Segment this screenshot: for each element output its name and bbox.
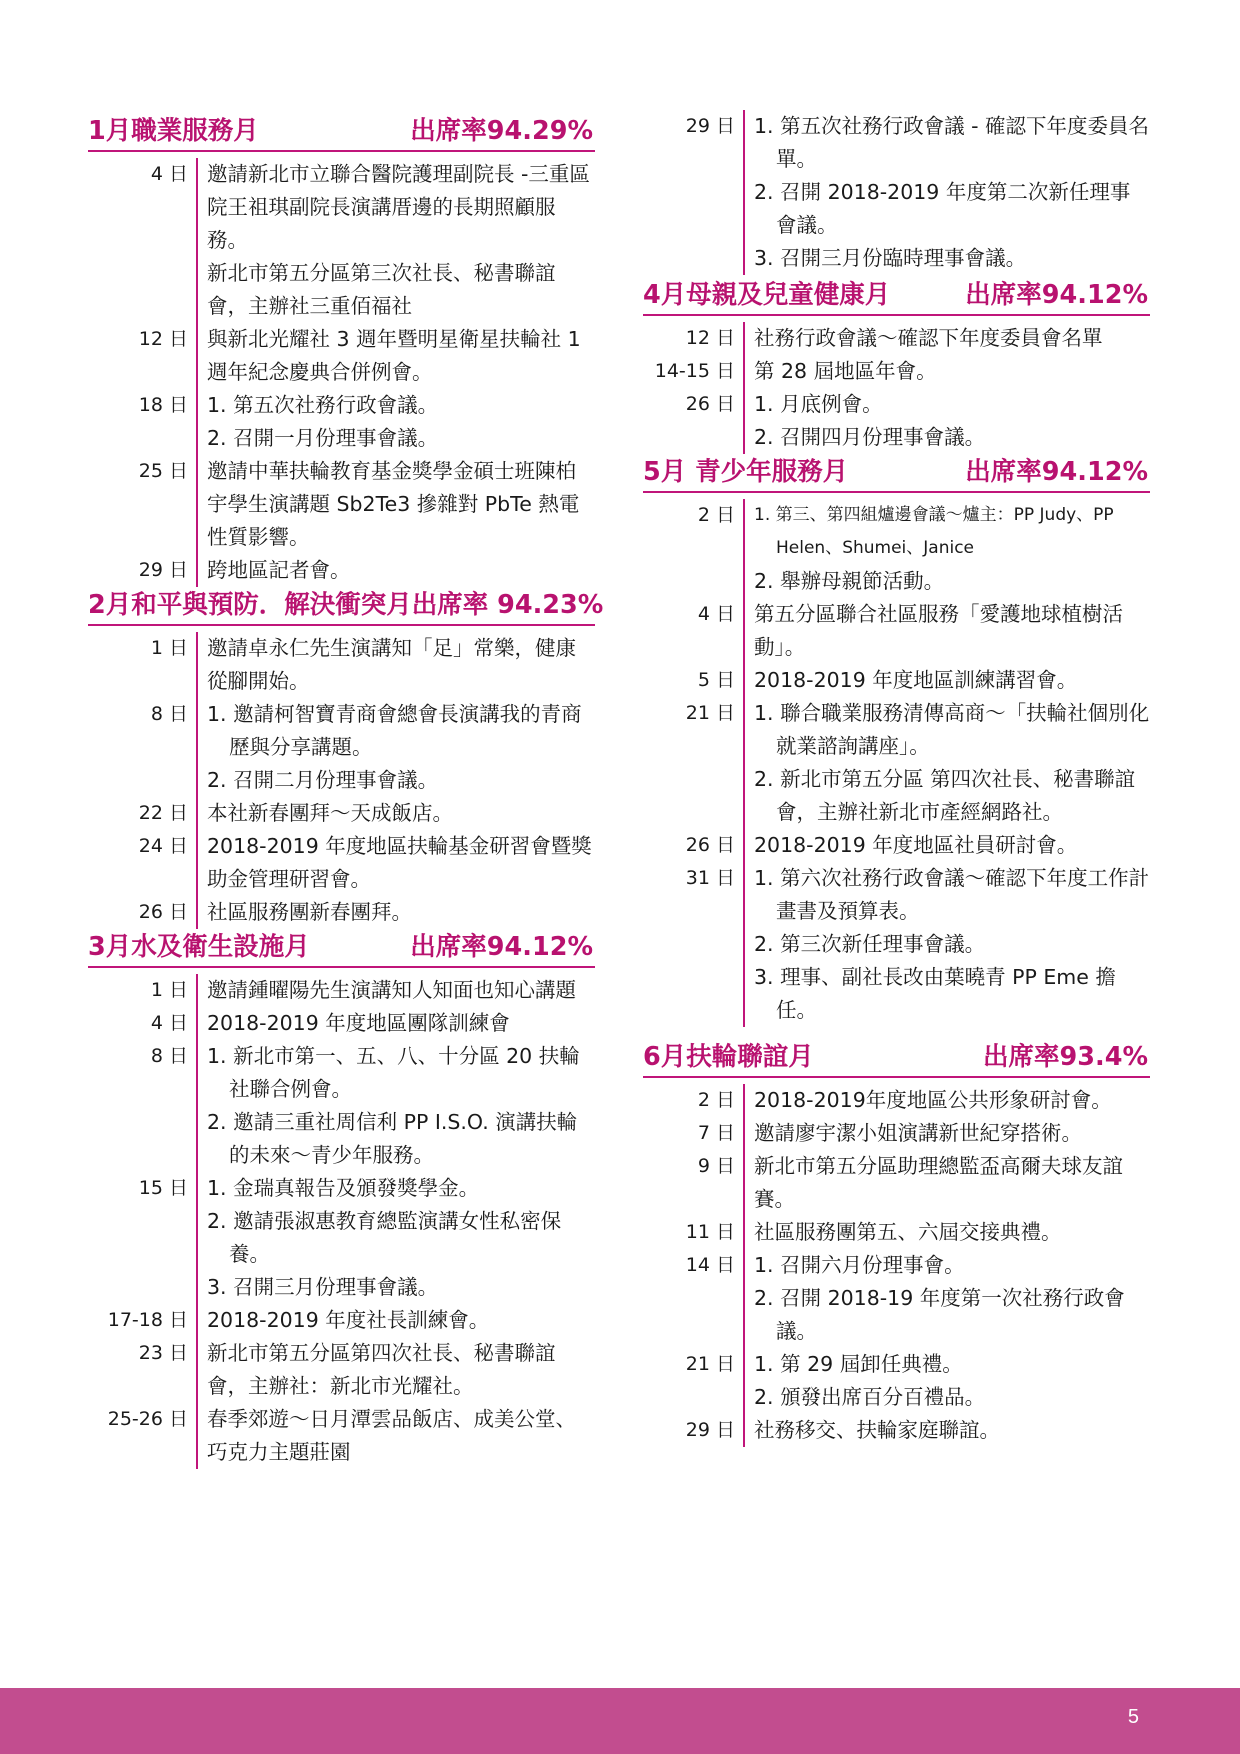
section-heading — [88, 929, 595, 968]
row-date: 25 日 — [138, 460, 188, 482]
row-entries — [207, 797, 595, 830]
row-date: 23 日 — [138, 1342, 188, 1364]
entry-text: 邀請卓永仁先生演講知「足」常樂，健康從腳開始。 — [207, 636, 576, 693]
vertical-rule — [743, 388, 745, 454]
month-section — [88, 929, 595, 1469]
vertical-rule — [743, 1249, 745, 1348]
entry-text: 1. 第五次社務行政會議。 — [207, 393, 439, 417]
row-date: 5 日 — [697, 669, 735, 691]
entry-text: 3. 召開三月份臨時理事會議。 — [754, 246, 1027, 270]
row-date: 11 日 — [685, 1221, 735, 1243]
row-entries — [754, 1150, 1150, 1216]
entry-text: 2018-2019 年度地區社員研討會。 — [754, 833, 1078, 857]
entry-text: 1. 邀請柯智寶青商會總會長演講我的青商歷與分享講題。 — [207, 702, 582, 759]
row-date: 26 日 — [685, 834, 735, 856]
row-entries — [754, 1117, 1150, 1150]
row-date: 26 日 — [685, 393, 735, 415]
schedule-row — [88, 554, 595, 587]
row-entries — [207, 1040, 595, 1172]
vertical-rule — [196, 455, 198, 554]
entry-text: 社區服務團第五、六屆交接典禮。 — [754, 1220, 1062, 1244]
footer-bar — [0, 1688, 1240, 1754]
row-entries — [754, 664, 1150, 697]
row-entries — [207, 1007, 595, 1040]
row-date: 17-18 日 — [107, 1309, 188, 1331]
entry-text: 邀請中華扶輪教育基金獎學金碩士班陳柏宇學生演講題 Sb2Te3 摻雜對 PbTe 熱電性質影響。 — [207, 459, 580, 549]
row-entries — [754, 1216, 1150, 1249]
vertical-rule — [196, 554, 198, 587]
entry-text: 2. 邀請張淑惠教育總監演講女性私密保養。 — [207, 1209, 562, 1266]
schedule-row — [643, 1414, 1150, 1447]
vertical-rule — [743, 355, 745, 388]
schedule-row — [643, 1084, 1150, 1117]
entry-text: 本社新春團拜～天成飯店。 — [207, 801, 453, 825]
schedule-row — [643, 1117, 1150, 1150]
row-entries — [754, 388, 1150, 454]
schedule-row — [643, 664, 1150, 697]
entry-text: 2018-2019年度地區公共形象研討會。 — [754, 1088, 1112, 1112]
entry-text: 2. 召開一月份理事會議。 — [207, 426, 439, 450]
vertical-rule — [743, 1216, 745, 1249]
row-entries — [207, 1304, 595, 1337]
schedule-row — [643, 1348, 1150, 1414]
schedule-row — [643, 862, 1150, 1027]
entry-text: 1. 第三、第四組爐邊會議～爐主：PP Judy、PP Helen、Shumei、Janice — [754, 505, 1114, 558]
schedule-row — [643, 355, 1150, 388]
row-entries — [207, 389, 595, 455]
entry-text: 1. 月底例會。 — [754, 392, 883, 416]
section-heading — [643, 454, 1150, 493]
entry-text: 3. 理事、副社長改由葉曉青 PP Eme 擔任。 — [754, 965, 1116, 1022]
row-date: 1 日 — [150, 979, 188, 1001]
row-entries — [754, 355, 1150, 388]
entry-text: 邀請廖宇潔小姐演講新世紀穿搭術。 — [754, 1121, 1082, 1145]
schedule-row — [643, 388, 1150, 454]
row-entries — [207, 1403, 595, 1469]
section-heading — [643, 277, 1150, 316]
month-title: 5月 青少年服務月 — [643, 457, 849, 487]
row-entries — [207, 158, 595, 323]
entry-text: 1. 第 29 屆卸任典禮。 — [754, 1352, 963, 1376]
row-entries — [754, 598, 1150, 664]
vertical-rule — [196, 323, 198, 389]
row-date: 4 日 — [150, 163, 188, 185]
entry-text: 與新北光耀社 3 週年暨明星衛星扶輪社 1 週年紀念慶典合併例會。 — [207, 327, 581, 384]
entry-text: 社務行政會議～確認下年度委員會名單 — [754, 326, 1103, 350]
row-entries — [207, 830, 595, 896]
month-section — [643, 454, 1150, 1027]
entry-text: 春季郊遊～日月潭雲品飯店、成美公堂、巧克力主題莊園 — [207, 1407, 576, 1464]
entry-text: 2. 舉辦母親節活動。 — [754, 569, 945, 593]
entry-text: 社務移交、扶輪家庭聯誼。 — [754, 1418, 1000, 1442]
row-entries — [207, 554, 595, 587]
entry-text: 1. 第五次社務行政會議 - 確認下年度委員名單。 — [754, 114, 1150, 171]
left-column — [88, 113, 604, 1469]
row-entries — [207, 632, 595, 698]
schedule-row — [88, 323, 595, 389]
row-entries — [207, 698, 595, 797]
month-title: 4月母親及兒童健康月 — [643, 280, 891, 310]
schedule-row — [88, 896, 595, 929]
row-date: 4 日 — [697, 603, 735, 625]
row-entries — [207, 323, 595, 389]
month-title: 1月職業服務月 — [88, 116, 259, 146]
month-section — [88, 113, 595, 587]
vertical-rule — [196, 1007, 198, 1040]
row-date: 8 日 — [150, 703, 188, 725]
schedule-row — [643, 598, 1150, 664]
row-date: 1 日 — [150, 637, 188, 659]
row-date: 18 日 — [138, 394, 188, 416]
schedule-row — [643, 1216, 1150, 1249]
schedule-row — [88, 974, 595, 1007]
row-entries — [754, 110, 1150, 275]
vertical-rule — [743, 829, 745, 862]
vertical-rule — [196, 830, 198, 896]
vertical-rule — [743, 664, 745, 697]
attendance-rate: 出席率94.12% — [965, 457, 1148, 487]
vertical-rule — [743, 697, 745, 829]
entry-text: 新北市第五分區第四次社長、秘書聯誼會，主辦社：新北市光耀社。 — [207, 1341, 556, 1398]
vertical-rule — [743, 499, 745, 598]
vertical-rule — [196, 1040, 198, 1172]
schedule-row — [643, 829, 1150, 862]
schedule-row — [88, 455, 595, 554]
row-date: 14 日 — [685, 1254, 735, 1276]
schedule-row — [643, 499, 1150, 598]
month-title: 2月和平與預防．解決衝突月 — [88, 590, 412, 620]
row-entries — [754, 829, 1150, 862]
vertical-rule — [196, 1172, 198, 1304]
vertical-rule — [743, 598, 745, 664]
vertical-rule — [196, 974, 198, 1007]
entry-text: 2. 新北市第五分區 第四次社長、秘書聯誼會，主辦社新北市產經網路社。 — [754, 767, 1136, 824]
row-entries — [207, 1337, 595, 1403]
schedule-row — [88, 158, 595, 323]
row-date: 29 日 — [138, 559, 188, 581]
entry-text: 2. 召開二月份理事會議。 — [207, 768, 439, 792]
row-date: 12 日 — [685, 327, 735, 349]
attendance-rate: 出席率94.29% — [410, 116, 593, 146]
schedule-row — [88, 1007, 595, 1040]
entry-text: 1. 召開六月份理事會。 — [754, 1253, 965, 1277]
row-entries — [754, 1348, 1150, 1414]
entry-text: 1. 聯合職業服務清傳高商～「扶輪社個別化就業諮詢講座」。 — [754, 701, 1150, 758]
vertical-rule — [743, 110, 745, 275]
entry-text: 2018-2019 年度地區團隊訓練會 — [207, 1011, 510, 1035]
entry-text: 2. 召開 2018-2019 年度第二次新任理事會議。 — [754, 180, 1131, 237]
section-heading — [88, 113, 595, 152]
row-date: 24 日 — [138, 835, 188, 857]
entry-text: 2. 召開 2018-19 年度第一次社務行政會議。 — [754, 1286, 1125, 1343]
entry-text: 2. 第三次新任理事會議。 — [754, 932, 986, 956]
schedule-row — [88, 389, 595, 455]
entry-text: 1. 金瑞真報告及頒發獎學金。 — [207, 1176, 480, 1200]
row-date: 21 日 — [685, 702, 735, 724]
vertical-rule — [196, 632, 198, 698]
row-date: 29 日 — [685, 115, 735, 137]
row-entries — [207, 896, 595, 929]
entry-text: 邀請鍾曜陽先生演講知人知面也知心講題 — [207, 978, 576, 1002]
vertical-rule — [196, 1337, 198, 1403]
entry-text: 邀請新北市立聯合醫院護理副院長 -三重區院王祖琪副院長演講厝邊的長期照顧服務。 — [207, 162, 590, 252]
row-entries — [207, 455, 595, 554]
row-date: 22 日 — [138, 802, 188, 824]
entry-text: 跨地區記者會。 — [207, 558, 351, 582]
month-section — [643, 1039, 1150, 1447]
row-entries — [754, 1414, 1150, 1447]
schedule-row — [88, 632, 595, 698]
row-date: 15 日 — [138, 1177, 188, 1199]
vertical-rule — [196, 158, 198, 323]
schedule-row — [88, 1172, 595, 1304]
row-date: 25-26 日 — [107, 1408, 188, 1430]
schedule-row — [88, 797, 595, 830]
row-date: 8 日 — [150, 1045, 188, 1067]
entry-text: 2. 邀請三重社周信利 PP I.S.O. 演講扶輪的未來～青少年服務。 — [207, 1110, 578, 1167]
month-title: 3月水及衛生設施月 — [88, 932, 310, 962]
entry-text: 3. 召開三月份理事會議。 — [207, 1275, 439, 1299]
schedule-row — [643, 1249, 1150, 1348]
schedule-row — [643, 110, 1150, 275]
month-section — [88, 587, 604, 929]
row-entries — [207, 974, 595, 1007]
entry-text: 第 28 屆地區年會。 — [754, 359, 937, 383]
vertical-rule — [743, 322, 745, 355]
entry-text: 2. 頒發出席百分百禮品。 — [754, 1385, 986, 1409]
row-date: 21 日 — [685, 1353, 735, 1375]
vertical-rule — [743, 1414, 745, 1447]
right-column — [643, 113, 1150, 1447]
section-heading — [88, 587, 604, 626]
schedule-row — [643, 1150, 1150, 1216]
row-entries — [754, 322, 1150, 355]
entry-text: 新北市第五分區助理總監盃高爾夫球友誼賽。 — [754, 1154, 1123, 1211]
row-date: 31 日 — [685, 867, 735, 889]
row-entries — [754, 1249, 1150, 1348]
vertical-rule — [196, 797, 198, 830]
schedule-row — [88, 1040, 595, 1172]
entry-text: 1. 新北市第一、五、八、十分區 20 扶輪社聯合例會。 — [207, 1044, 580, 1101]
schedule-row — [643, 322, 1150, 355]
vertical-rule — [743, 862, 745, 1027]
row-entries — [754, 697, 1150, 829]
row-date: 4 日 — [150, 1012, 188, 1034]
entry-text: 1. 第六次社務行政會議～確認下年度工作計畫書及預算表。 — [754, 866, 1150, 923]
row-date: 7 日 — [697, 1122, 735, 1144]
entry-text: 2018-2019 年度地區扶輪基金研習會暨獎助金管理研習會。 — [207, 834, 592, 891]
month-title: 6月扶輪聯誼月 — [643, 1042, 814, 1072]
vertical-rule — [743, 1150, 745, 1216]
attendance-rate: 出席率94.12% — [965, 280, 1148, 310]
row-entries — [207, 1172, 595, 1304]
row-date: 2 日 — [697, 1089, 735, 1111]
vertical-rule — [743, 1348, 745, 1414]
entry-text: 2. 召開四月份理事會議。 — [754, 425, 986, 449]
entry-text: 2018-2019 年度地區訓練講習會。 — [754, 668, 1078, 692]
entry-text: 第五分區聯合社區服務「愛護地球植樹活動」。 — [754, 602, 1123, 659]
row-date: 29 日 — [685, 1419, 735, 1441]
row-date: 14-15 日 — [654, 360, 735, 382]
section-heading — [643, 1039, 1150, 1078]
month-section — [643, 277, 1150, 454]
row-date: 9 日 — [697, 1155, 735, 1177]
vertical-rule — [196, 698, 198, 797]
attendance-rate: 出席率 94.23% — [411, 590, 604, 620]
schedule-row — [88, 1304, 595, 1337]
entry-text: 社區服務團新春團拜。 — [207, 900, 412, 924]
vertical-rule — [196, 896, 198, 929]
entry-text: 新北市第五分區第三次社長、秘書聯誼會，主辦社三重佰福社 — [207, 261, 556, 318]
page-number: 5 — [1127, 1706, 1139, 1728]
row-entries — [754, 499, 1150, 598]
entry-text: 2018-2019 年度社長訓練會。 — [207, 1308, 490, 1332]
schedule-row — [88, 830, 595, 896]
row-date: 12 日 — [138, 328, 188, 350]
attendance-rate: 出席率93.4% — [983, 1042, 1148, 1072]
row-entries — [754, 862, 1150, 1027]
schedule-row — [643, 697, 1150, 829]
schedule-row — [88, 1337, 595, 1403]
vertical-rule — [196, 1304, 198, 1337]
row-entries — [754, 1084, 1150, 1117]
vertical-rule — [743, 1084, 745, 1117]
attendance-rate: 出席率94.12% — [410, 932, 593, 962]
schedule-row — [88, 698, 595, 797]
schedule-row — [88, 1403, 595, 1469]
vertical-rule — [196, 389, 198, 455]
row-date: 26 日 — [138, 901, 188, 923]
vertical-rule — [196, 1403, 198, 1469]
row-date: 2 日 — [697, 504, 735, 526]
vertical-rule — [743, 1117, 745, 1150]
